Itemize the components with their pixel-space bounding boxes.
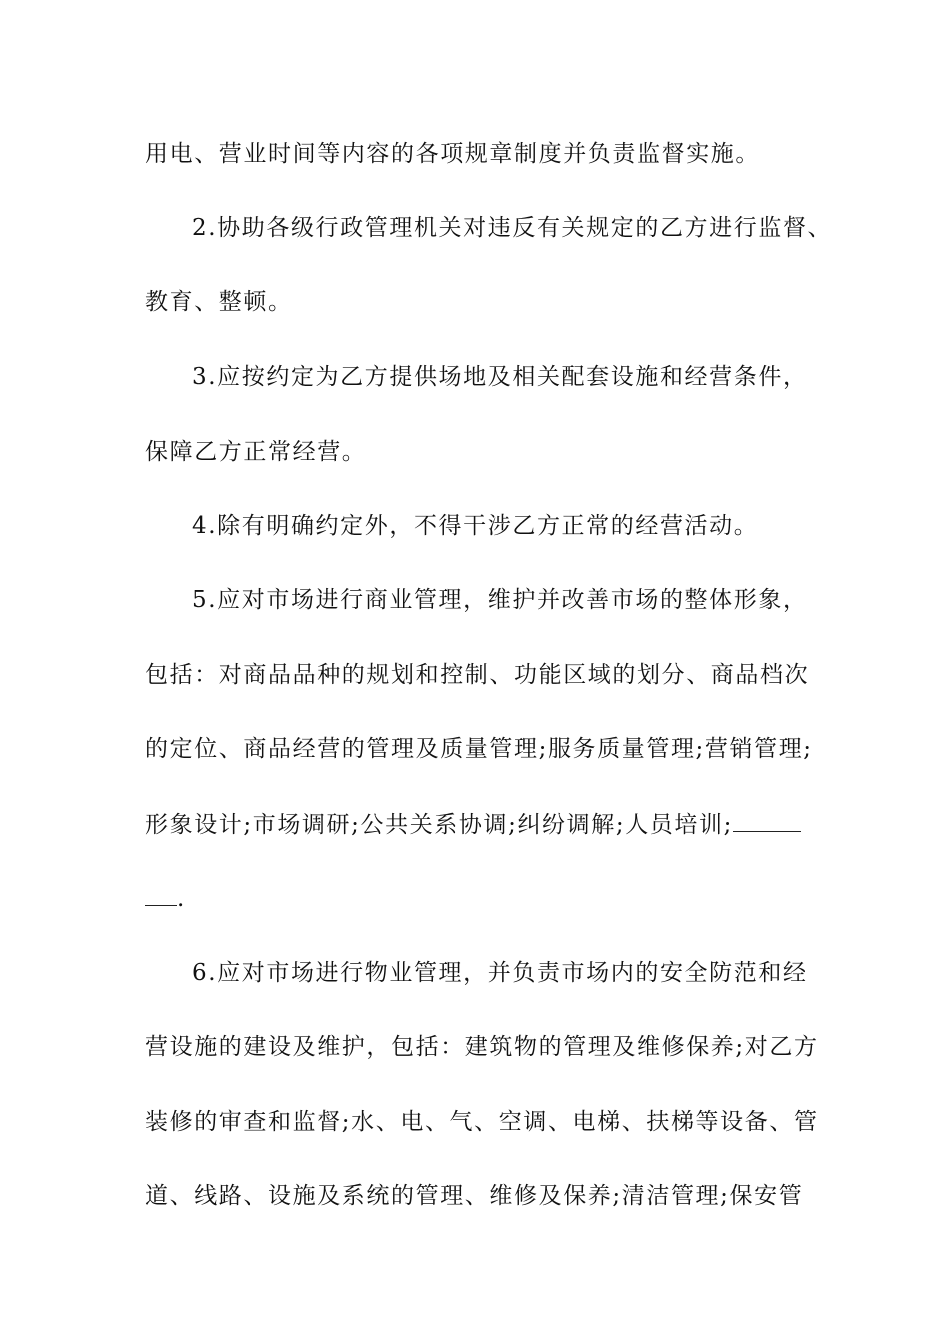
text-line-with-blank (145, 809, 825, 840)
text-line: 教育、整顿。 (145, 289, 293, 315)
text-line: 包括：对商品品种的规划和控制、功能区域的划分、商品档次 (145, 662, 810, 688)
text-line: 用电、营业时间等内容的各项规章制度并负责监督实施。 (145, 141, 760, 167)
text-line-with-blank (145, 883, 825, 914)
clause-2: 2.协助各级行政管理机关对违反有关规定的乙方进行监督、 (192, 215, 833, 241)
text-segment: . (177, 886, 186, 912)
fill-in-blank (145, 883, 177, 906)
clause-3: 3.应按约定为乙方提供场地及相关配套设施和经营条件， (192, 364, 808, 390)
clause-5: 5.应对市场进行商业管理，维护并改善市场的整体形象， (192, 587, 808, 613)
text-line: 道、线路、设施及系统的管理、维修及保养;清洁管理;保安管 (145, 1183, 804, 1209)
text-line: 的定位、商品经营的管理及质量管理;服务质量管理;营销管理; (145, 736, 813, 762)
text-line: 营设施的建设及维护，包括：建筑物的管理及维修保养;对乙方 (145, 1034, 819, 1060)
clause-6: 6.应对市场进行物业管理，并负责市场内的安全防范和经 (192, 960, 808, 986)
text-segment: 形象设计;市场调研;公共关系协调;纠纷调解;人员培训; (145, 812, 733, 838)
text-line: 保障乙方正常经营。 (145, 439, 367, 465)
fill-in-blank (733, 809, 801, 832)
text-line: 装修的审查和监督;水、电、气、空调、电梯、扶梯等设备、管 (145, 1109, 819, 1135)
clause-4: 4.除有明确约定外，不得干涉乙方正常的经营活动。 (192, 513, 759, 539)
